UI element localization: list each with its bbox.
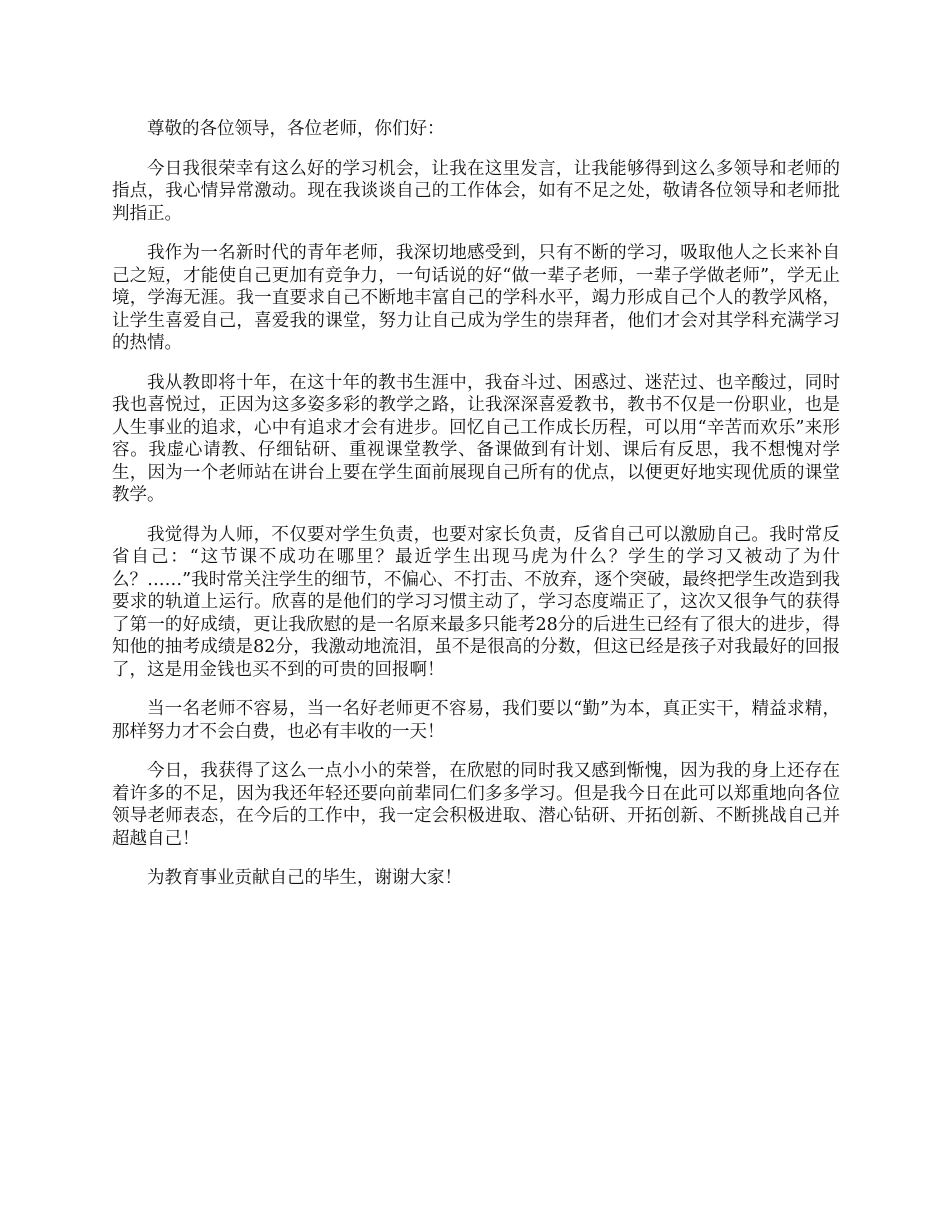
- body-paragraph: 我觉得为人师，不仅要对学生负责，也要对家长负责，反省自己可以激励自己。我时常反省自己：“这节课不成功在哪里？最近学生出现马虎为什么？学生的学习又被动了为什么？……”我时常关注学生的细节，不偏心、不打击、不放弃，逐个突破，最终把学生改造到我要求的轨道上运行。欣喜的是他们的学习习惯主动了，学习态度端正了，这次又很争气的获得了第一的好成绩，更让我欣慰的是一名原来最多只能考28分的后进生已经有了很大的进步，得知他的抽考成绩是82分，我激动地流泪，虽不是很高的分数，但这已经是孩子对我最好的回报了，这是用金钱也买不到的可贵的回报啊！: [112, 524, 840, 680]
- body-paragraph: 今日我很荣幸有这么好的学习机会，让我在这里发言，让我能够得到这么多领导和老师的指点，我心情异常激动。现在我谈谈自己的工作体会，如有不足之处，敬请各位领导和老师批判指正。: [112, 158, 840, 224]
- closing-paragraph: 为教育事业贡献自己的毕生，谢谢大家！: [147, 868, 462, 888]
- body-paragraph: 当一名老师不容易，当一名好老师更不容易，我们要以“勤”为本，真正实干，精益求精，那样努力才不会白费，也必有丰收的一天！: [112, 699, 840, 742]
- greeting-paragraph: 尊敬的各位领导，各位老师，你们好：: [147, 119, 445, 139]
- body-paragraph: 今日，我获得了这么一点小小的荣誉，在欣慰的同时我又感到惭愧，因为我的身上还存在着许多的不足，因为我还年轻还要向前辈同仁们多多学习。但是我今日在此可以郑重地向各位领导老师表态，在今后的工作中，我一定会积极进取、潜心钻研、开拓创新、不断挑战自己并超越自己！: [112, 761, 840, 849]
- body-paragraph: 我从教即将十年，在这十年的教书生涯中，我奋斗过、困惑过、迷茫过、也辛酸过，同时我也喜悦过，正因为这多姿多彩的教学之路，让我深深喜爱教书，教书不仅是一份职业，也是人生事业的追求，心中有追求才会有进步。回忆自己工作成长历程，可以用“辛苦而欢乐”来形容。我虚心请教、仔细钻研、重视课堂教学、备课做到有计划、课后有反思，我不想愧对学生，因为一个老师站在讲台上要在学生面前展现自己所有的优点，以便更好地实现优质的课堂教学。: [112, 372, 840, 505]
- body-paragraph: 我作为一名新时代的青年老师，我深切地感受到，只有不断的学习，吸取他人之长来补自己之短，才能使自己更加有竞争力，一句话说的好“做一辈子老师，一辈子学做老师”，学无止境，学海无涯。我一直要求自己不断地丰富自己的学科水平，竭力形成自己个人的教学风格，让学生喜爱自己，喜爱我的课堂，努力让自己成为学生的崇拜者，他们才会对其学科充满学习的热情。: [112, 243, 840, 353]
